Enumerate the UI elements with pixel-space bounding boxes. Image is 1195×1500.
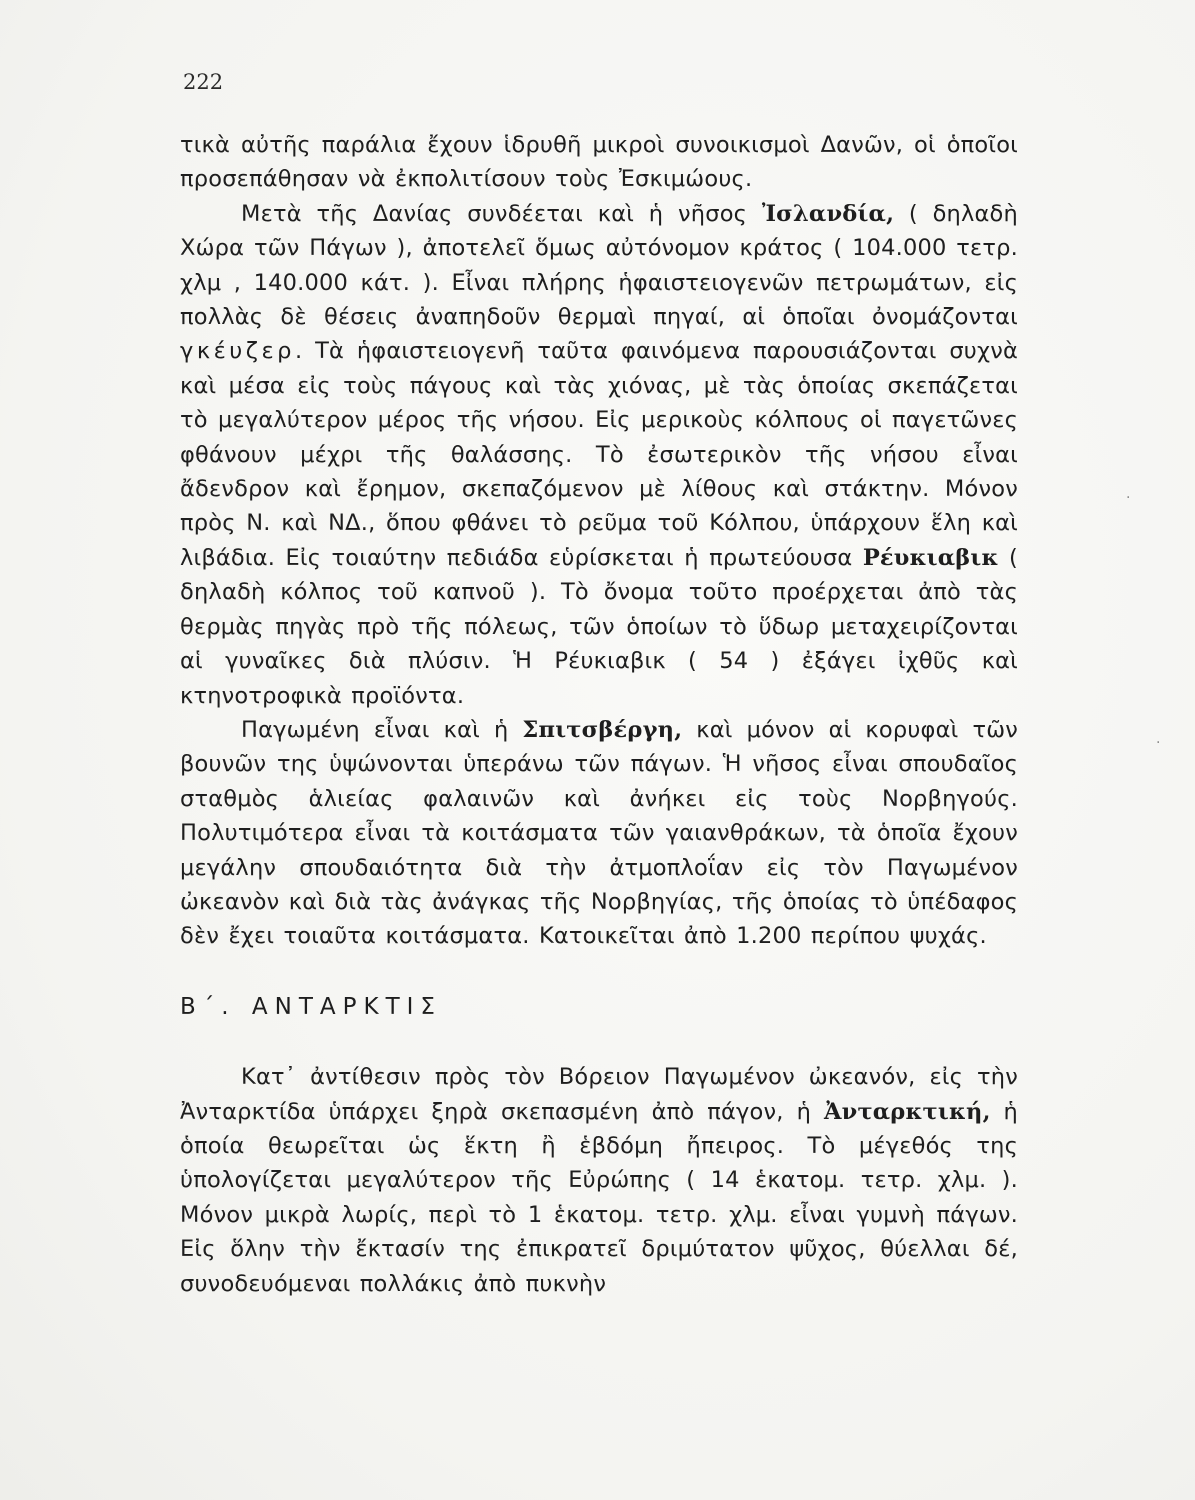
iceland-text-2: ( δηλαδὴ Χώρα τῶν Πάγων ), ἀποτελεῖ ὅμως αὐτόνομον κράτος ( 104.000 τετρ. χλμ , 140.000 κάτ. ). Εἶναι πλήρης ἡφαιστειογενῶν πετρωμάτων, εἰς πολλὰς δὲ θέσεις ἀναπηδοῦν θερμαὶ πηγαί, αἱ ὁποῖαι ὀνομάζονται (180, 200, 1018, 331)
iceland-text-3: . Τὰ ἡφαιστειογενῆ ταῦτα φαινόμενα παρουσιάζονται συχνὰ καὶ μέσα εἰς τοὺς πάγους καὶ τὰς χιόνας, μὲ τὰς ὁποίας σκεπάζεται τὸ μεγαλύτερον μέρος τῆς νήσου. Εἰς μερικοὺς κόλπους οἱ παγετῶνες φθάνουν μέχρι τῆς θαλάσσης. Τὸ ἐσωτερικὸν τῆς νήσου εἶναι ἄδενδρον καὶ ἔρημον, σκεπαζόμενον μὲ λίθους καὶ στάκτην. Μόνον πρὸς Ν. καὶ ΝΔ., ὅπου φθάνει τὸ ρεῦμα τοῦ Κόλπου, ὑπάρχουν ἕλη καὶ λιβάδια. Εἰς τοιαύτην πεδιάδα εὑρίσκεται ἡ πρωτεύουσα (180, 338, 1018, 571)
paragraph-iceland (180, 197, 1018, 713)
spitsbergen-term: Σπιτσβέργη, (522, 716, 683, 743)
antarctica-text-2: ἡ ὁποία θεωρεῖται ὡς ἕκτη ἢ ἑβδόμη ἤπειρος. Τὸ μέγεθός της ὑπολογίζεται μεγαλύτερον τῆς Εὐρώπης ( 14 ἑκατομ. τετρ. χλμ. ). Μόνον μικρὰ λωρίς, περὶ τὸ 1 ἑκατομ. τετρ. χλμ. εἶναι γυμνὴ πάγων. Εἰς ὅλην τὴν ἔκτασίν της ἐπικρατεῖ δριμύτατον ψῦχος, θύελλαι δέ, συνοδευόμεναι πολλάκις ἀπὸ πυκνὴν (180, 1098, 1019, 1297)
section-heading-antarctica: Β΄. ΑΝΤΑΡΚΤΙΣ (180, 993, 442, 1020)
paragraph-antarctica (180, 1060, 1018, 1301)
spitsbergen-text-1: Παγωμένη εἶναι καὶ ἡ (241, 716, 523, 743)
spitsbergen-text-2: καὶ μόνον αἱ κορυφαὶ τῶν βουνῶν της ὑψώνονται ὑπεράνω τῶν πάγων. Ἡ νῆσος εἶναι σπουδαῖος σταθμὸς ἁλιείας φαλαινῶν καὶ ἀνήκει εἰς τοὺς Νορβηγούς. Πολυτιμότερα εἶναι τὰ κοιτάσματα τῶν γαιανθράκων, τὰ ὁποῖα ἔχουν μεγάλην σπουδαιότητα διὰ τὴν ἀτμοπλοΐαν εἰς τὸν Παγωμένον ὠκεανὸν καὶ διὰ τὰς ἀνάγκας τῆς Νορβηγίας, τῆς ὁποίας τὸ ὑπέδαφος δὲν ἔχει τοιαῦτα κοιτάσματα. Κατοικεῖται ἀπὸ 1.200 περίπου ψυχάς. (180, 716, 1019, 950)
antarctica-term: Ἀνταρκτική, (823, 1098, 991, 1125)
scan-speck: · (1126, 490, 1131, 506)
paragraph-greenland-coast: τικὰ αὐτῆς παράλια ἔχουν ἱδρυθῆ μικροὶ συνοικισμοὶ Δανῶν, οἱ ὁποῖοι προσεπάθησαν νὰ ἐκπολιτίσουν τοὺς Ἐσκιμώους. (180, 132, 1018, 193)
reykjavik-term: Ρέυκιαβικ (862, 544, 999, 571)
geyser-term: γκέυζερ (180, 338, 295, 365)
body-text (180, 128, 1018, 1301)
iceland-text-4: ( δηλαδὴ κόλπος τοῦ καπνοῦ ). Τὸ ὄνομα τοῦτο προέρχεται ἀπὸ τὰς θερμὰς πηγὰς πρὸ τῆς πόλεως, τῶν ὁποίων τὸ ὕδωρ μεταχειρίζονται αἱ γυναῖκες διὰ πλύσιν. Ἡ Ρέυκιαβικ ( 54 ) ἐξάγει ἰχθῦς καὶ κτηνοτροφικὰ προϊόντα. (180, 544, 1018, 709)
paragraph-spitsbergen (180, 713, 1018, 954)
scan-speck: · (1156, 735, 1161, 751)
iceland-text-1: Μετὰ τῆς Δανίας συνδέεται καὶ ἡ νῆσος (241, 200, 762, 227)
antarctica-text-1: Κατ᾽ ἀντίθεσιν πρὸς τὸν Βόρειον Παγωμένον ὠκεανόν, εἰς τὴν Ἀνταρκτίδα ὑπάρχει ξηρὰ σκεπασμένη ἀπὸ πάγον, ἡ (180, 1064, 1018, 1125)
page-number: 222 (183, 70, 224, 94)
iceland-term: Ἰσλανδία, (761, 200, 895, 227)
